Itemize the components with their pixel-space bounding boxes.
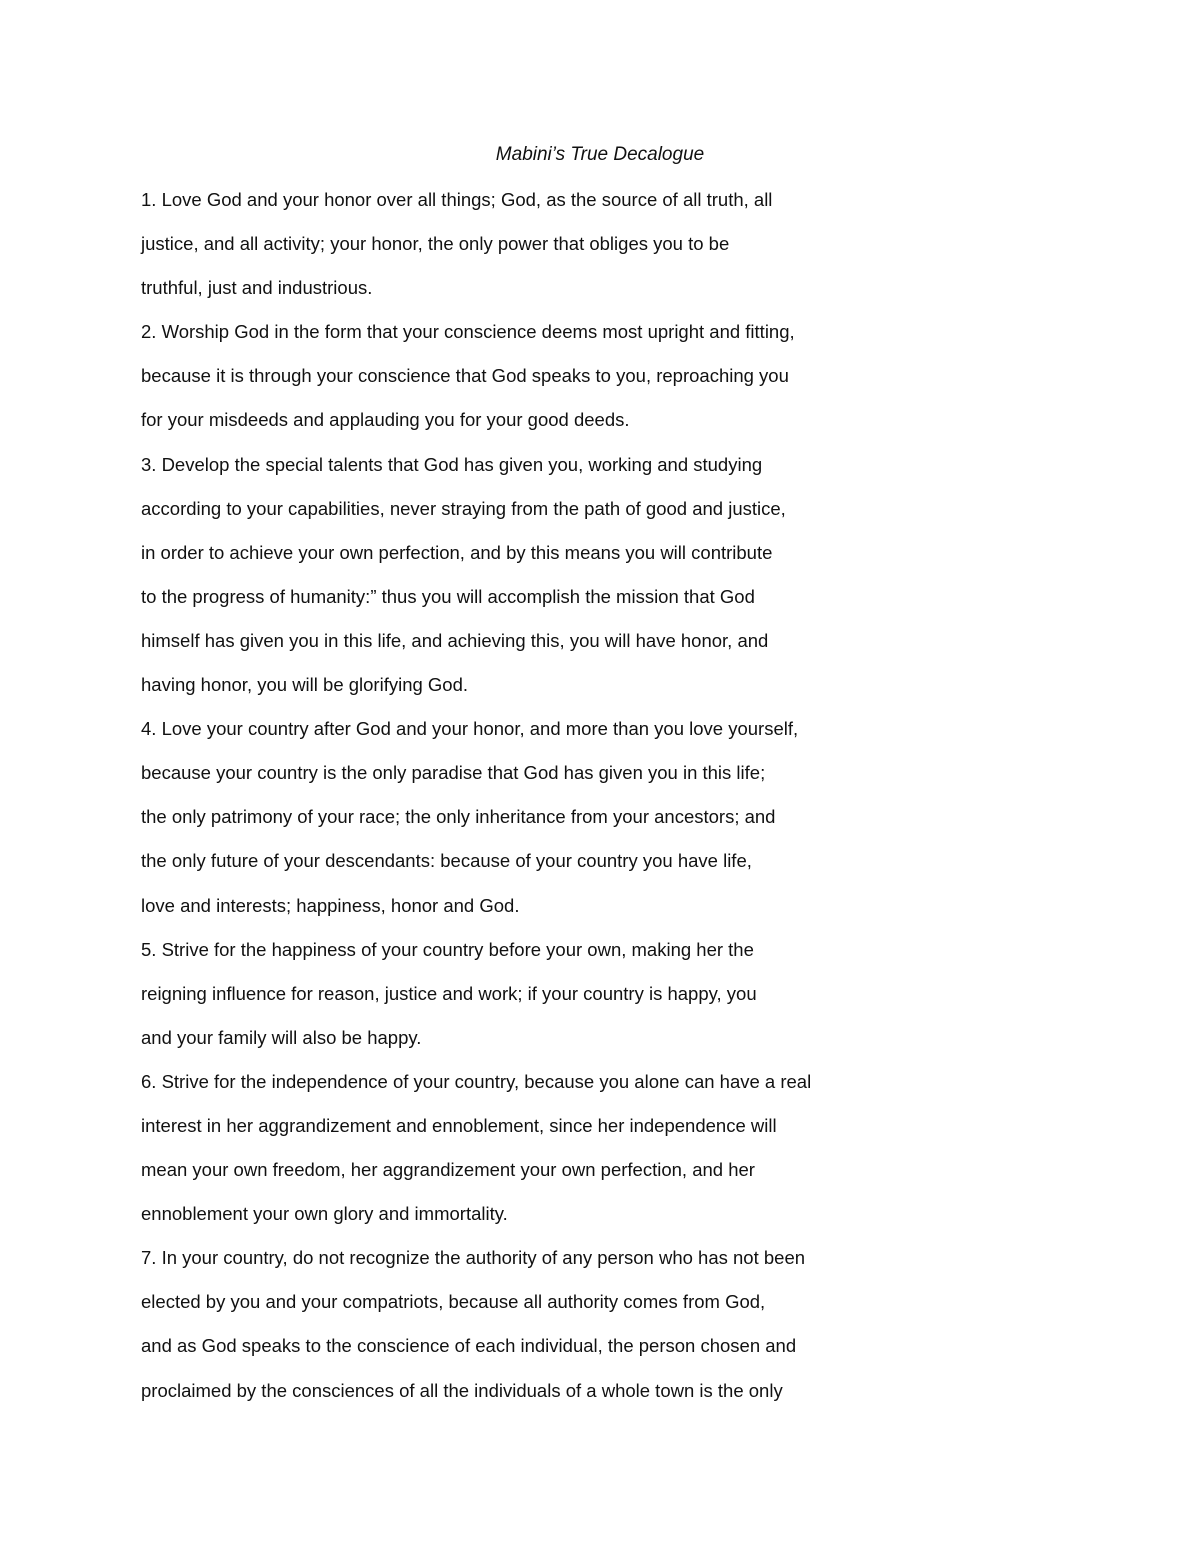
- text-line: interest in her aggrandizement and ennoblement, since her independence will: [141, 1114, 777, 1136]
- text-line: 6. Strive for the independence of your country, because you alone can have a real: [141, 1070, 812, 1092]
- text-line: for your misdeeds and applauding you for your good deeds.: [141, 409, 630, 431]
- text-line: 5. Strive for the happiness of your country before your own, making her the: [141, 938, 754, 960]
- text-line: having honor, you will be glorifying God.: [141, 674, 469, 696]
- text-line: justice, and all activity; your honor, the only power that obliges you to be: [141, 233, 730, 255]
- text-line: according to your capabilities, never straying from the path of good and justice,: [141, 497, 786, 519]
- text-line: 2. Worship God in the form that your conscience deems most upright and fitting,: [141, 321, 795, 343]
- text-line: the only future of your descendants: because of your country you have life,: [141, 850, 752, 872]
- text-line: the only patrimony of your race; the only inheritance from your ancestors; and: [141, 806, 776, 828]
- document-body: [141, 186, 871, 1421]
- text-line: ennoblement your own glory and immortality.: [141, 1203, 508, 1225]
- text-line: in order to achieve your own perfection, and by this means you will contribute: [141, 541, 773, 563]
- text-line: proclaimed by the consciences of all the individuals of a whole town is the only: [141, 1379, 783, 1401]
- text-line: to the progress of humanity:” thus you will accomplish the mission that God: [141, 585, 755, 607]
- text-line: 1. Love God and your honor over all things; God, as the source of all truth, all: [141, 189, 773, 210]
- text-line: love and interests; happiness, honor and God.: [141, 894, 520, 916]
- text-line: 3. Develop the special talents that God has given you, working and studying: [141, 453, 763, 475]
- text-line: himself has given you in this life, and achieving this, you will have honor, and: [141, 629, 769, 651]
- text-line: because your country is the only paradise that God has given you in this life;: [141, 762, 766, 784]
- text-line: 7. In your country, do not recognize the authority of any person who has not been: [141, 1247, 806, 1269]
- text-line: reigning influence for reason, justice and work; if your country is happy, you: [141, 982, 757, 1004]
- text-line: 4. Love your country after God and your honor, and more than you love yourself,: [141, 718, 799, 740]
- text-line: and your family will also be happy.: [141, 1026, 422, 1048]
- text-line: mean your own freedom, her aggrandizement your own perfection, and her: [141, 1159, 755, 1181]
- text-line: and as God speaks to the conscience of each individual, the person chosen and: [141, 1335, 797, 1357]
- text-line: because it is through your conscience that God speaks to you, reproaching you: [141, 365, 789, 387]
- text-line: elected by you and your compatriots, because all authority comes from God,: [141, 1291, 766, 1313]
- text-line: truthful, just and industrious.: [141, 277, 373, 299]
- document-title: Mabini’s True Decalogue: [495, 144, 705, 165]
